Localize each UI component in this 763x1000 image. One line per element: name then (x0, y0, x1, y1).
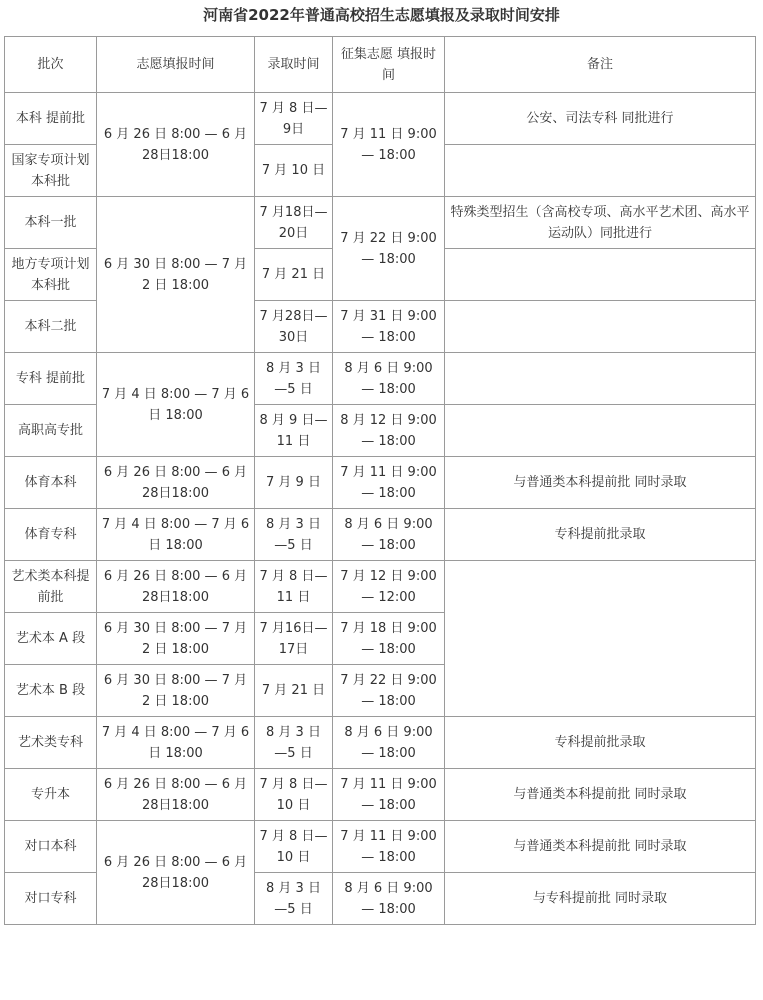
admit-time-cell: 7 月 9 日 (255, 457, 333, 509)
note-cell (445, 405, 756, 457)
note-cell (445, 353, 756, 405)
batch-cell: 本科 提前批 (5, 93, 97, 145)
admit-time-cell: 7 月16日— 17日 (255, 613, 333, 665)
batch-cell: 体育本科 (5, 457, 97, 509)
admit-time-cell: 7 月 8 日— 9日 (255, 93, 333, 145)
fill-time-cell: 7 月 4 日 8:00 — 7 月 6 日 18:00 (97, 717, 255, 769)
page-title: 河南省2022年普通高校招生志愿填报及录取时间安排 (203, 6, 560, 24)
solicit-time-cell: 7 月 22 日 9:00 — 18:00 (333, 197, 445, 301)
fill-time-cell: 6 月 26 日 8:00 — 6 月 28日18:00 (97, 821, 255, 925)
admit-time-cell: 7 月18日— 20日 (255, 197, 333, 249)
note-cell: 专科提前批录取 (445, 717, 756, 769)
batch-cell: 体育专科 (5, 509, 97, 561)
table-header-row (5, 37, 756, 93)
admit-time-cell: 7 月 8 日— 10 日 (255, 769, 333, 821)
fill-time-cell: 6 月 30 日 8:00 — 7 月 2 日 18:00 (97, 197, 255, 353)
table-row (5, 197, 756, 249)
solicit-time-cell: 7 月 22 日 9:00 — 18:00 (333, 665, 445, 717)
admit-time-cell: 8 月 9 日— 11 日 (255, 405, 333, 457)
fill-time-cell: 6 月 26 日 8:00 — 6 月 28日18:00 (97, 561, 255, 613)
batch-cell: 本科二批 (5, 301, 97, 353)
admit-time-cell: 7 月 21 日 (255, 665, 333, 717)
note-cell: 与专科提前批 同时录取 (445, 873, 756, 925)
batch-cell: 对口专科 (5, 873, 97, 925)
table-row (5, 769, 756, 821)
batch-cell: 本科一批 (5, 197, 97, 249)
batch-cell: 艺术本 B 段 (5, 665, 97, 717)
note-cell: 公安、司法专科 同批进行 (445, 93, 756, 145)
batch-cell: 对口本科 (5, 821, 97, 873)
table-row (5, 561, 756, 613)
solicit-time-cell: 7 月 31 日 9:00— 18:00 (333, 301, 445, 353)
header-batch: 批次 (5, 37, 97, 93)
admit-time-cell: 7 月 21 日 (255, 249, 333, 301)
solicit-time-cell: 7 月 11 日 9:00 — 18:00 (333, 457, 445, 509)
solicit-time-cell: 7 月 12 日 9:00 — 12:00 (333, 561, 445, 613)
batch-cell: 地方专项计划本科批 (5, 249, 97, 301)
fill-time-cell: 6 月 26 日 8:00 — 6 月 28日18:00 (97, 93, 255, 197)
note-cell (445, 301, 756, 353)
note-cell (445, 561, 756, 717)
solicit-time-cell: 7 月 11 日 9:00 — 18:00 (333, 821, 445, 873)
schedule-table (4, 36, 756, 925)
solicit-time-cell: 7 月 11 日 9:00 — 18:00 (333, 769, 445, 821)
table-row (5, 717, 756, 769)
batch-cell: 艺术本 A 段 (5, 613, 97, 665)
solicit-time-cell: 8 月 6 日 9:00 — 18:00 (333, 873, 445, 925)
header-solicit-time: 征集志愿 填报时间 (333, 37, 445, 93)
admit-time-cell: 7 月 10 日 (255, 145, 333, 197)
fill-time-cell: 7 月 4 日 8:00 — 7 月 6 日 18:00 (97, 509, 255, 561)
table-row (5, 353, 756, 405)
table-row (5, 509, 756, 561)
batch-cell: 高职高专批 (5, 405, 97, 457)
fill-time-cell: 6 月 30 日 8:00 — 7 月 2 日 18:00 (97, 665, 255, 717)
batch-cell: 艺术类专科 (5, 717, 97, 769)
admit-time-cell: 8 月 3 日 —5 日 (255, 353, 333, 405)
fill-time-cell: 7 月 4 日 8:00 — 7 月 6 日 18:00 (97, 353, 255, 457)
batch-cell: 艺术类本科提前批 (5, 561, 97, 613)
admit-time-cell: 8 月 3 日 —5 日 (255, 509, 333, 561)
solicit-time-cell: 8 月 12 日 9:00 — 18:00 (333, 405, 445, 457)
header-note: 备注 (445, 37, 756, 93)
admit-time-cell: 7 月28日— 30日 (255, 301, 333, 353)
note-cell: 与普通类本科提前批 同时录取 (445, 457, 756, 509)
note-cell: 特殊类型招生（含高校专项、高水平艺术团、高水平运动队）同批进行 (445, 197, 756, 249)
note-cell: 与普通类本科提前批 同时录取 (445, 769, 756, 821)
admit-time-cell: 8 月 3 日 —5 日 (255, 873, 333, 925)
note-cell: 专科提前批录取 (445, 509, 756, 561)
note-cell (445, 249, 756, 301)
fill-time-cell: 6 月 30 日 8:00 — 7 月 2 日 18:00 (97, 613, 255, 665)
table-row (5, 93, 756, 145)
solicit-time-cell: 7 月 18 日 9:00 — 18:00 (333, 613, 445, 665)
admit-time-cell: 7 月 8 日— 10 日 (255, 821, 333, 873)
table-row (5, 457, 756, 509)
fill-time-cell: 6 月 26 日 8:00 — 6 月 28日18:00 (97, 457, 255, 509)
admit-time-cell: 7 月 8 日— 11 日 (255, 561, 333, 613)
batch-cell: 国家专项计划本科批 (5, 145, 97, 197)
note-cell (445, 145, 756, 197)
fill-time-cell: 6 月 26 日 8:00 — 6 月 28日18:00 (97, 769, 255, 821)
admit-time-cell: 8 月 3 日 —5 日 (255, 717, 333, 769)
header-fill-time: 志愿填报时间 (97, 37, 255, 93)
solicit-time-cell: 8 月 6 日 9:00 — 18:00 (333, 353, 445, 405)
note-cell: 与普通类本科提前批 同时录取 (445, 821, 756, 873)
batch-cell: 专科 提前批 (5, 353, 97, 405)
batch-cell: 专升本 (5, 769, 97, 821)
solicit-time-cell: 7 月 11 日 9:00 — 18:00 (333, 93, 445, 197)
solicit-time-cell: 8 月 6 日 9:00 — 18:00 (333, 717, 445, 769)
header-admit-time: 录取时间 (255, 37, 333, 93)
solicit-time-cell: 8 月 6 日 9:00 — 18:00 (333, 509, 445, 561)
table-row (5, 821, 756, 873)
